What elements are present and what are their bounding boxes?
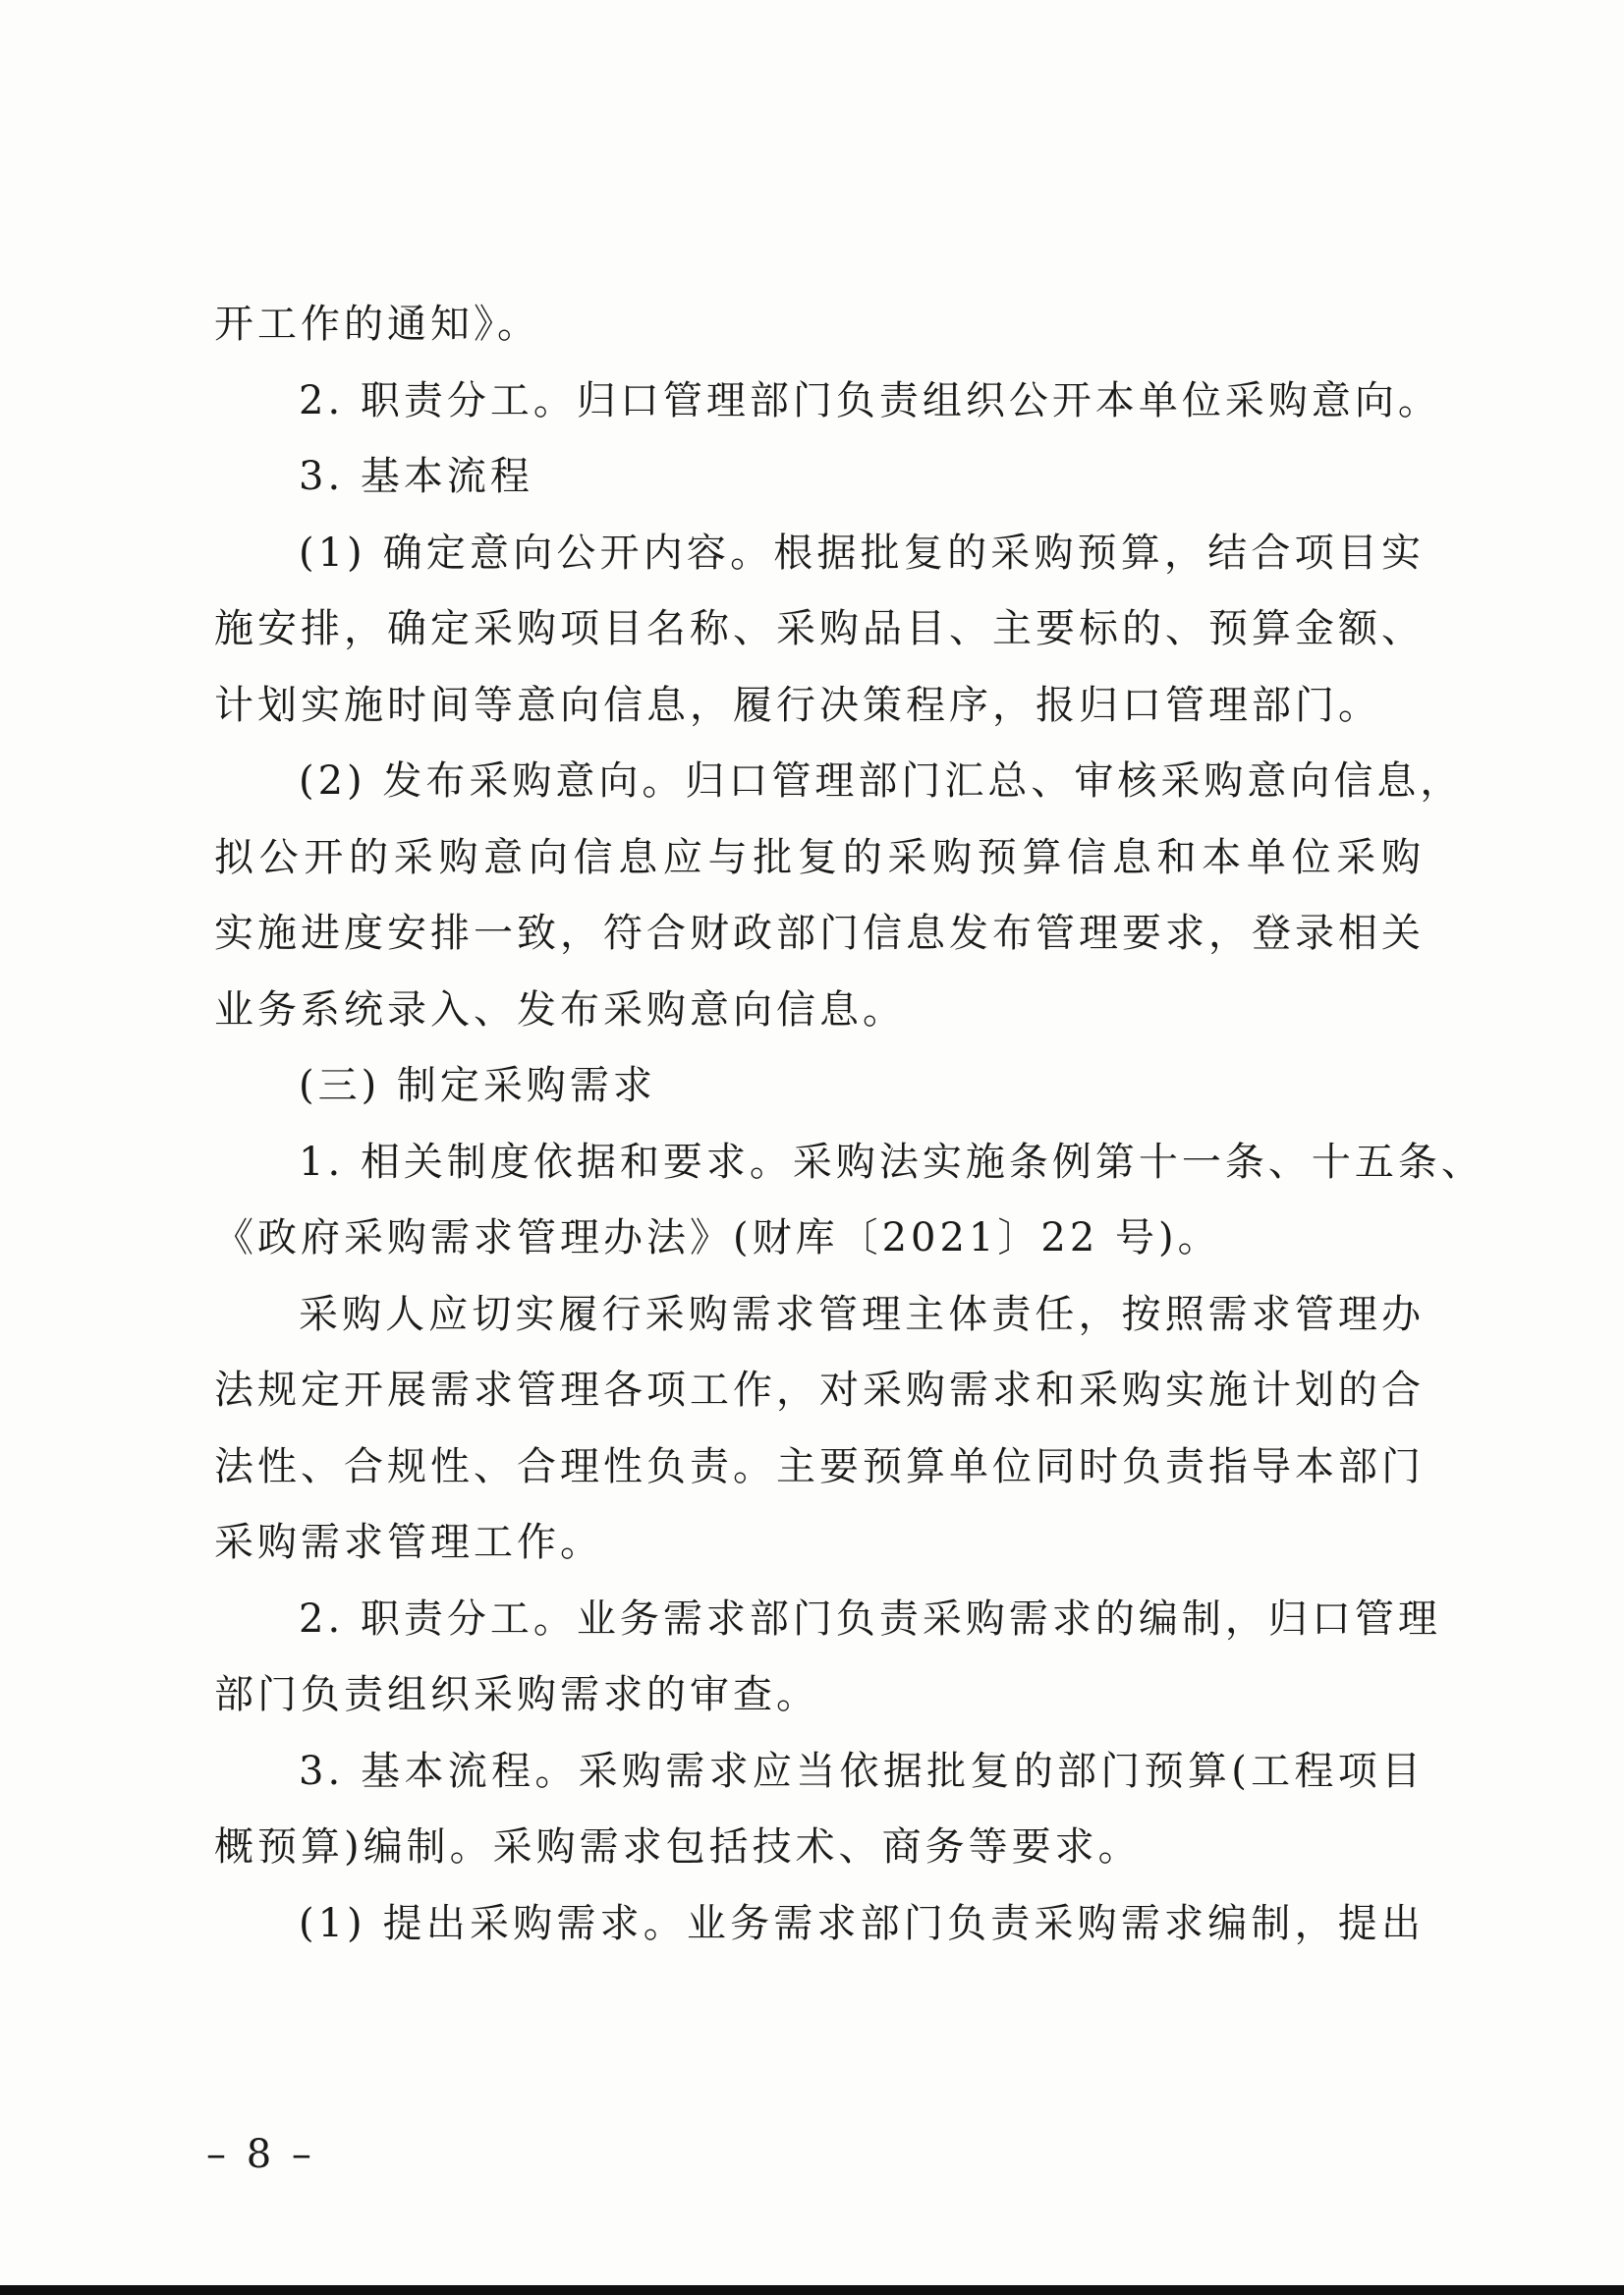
text-line: 采购需求管理工作。	[214, 1520, 603, 1565]
text-line: 3. 基本流程。采购需求应当依据批复的部门预算(工程项目	[299, 1748, 1425, 1794]
text-line: 拟公开的采购意向信息应与批复的采购预算信息和本单位采购	[214, 834, 1425, 880]
text-line: 法性、合规性、合理性负责。主要预算单位同时负责指导本部门	[214, 1443, 1425, 1489]
text-line: 计划实施时间等意向信息，履行决策程序，报归口管理部门。	[214, 682, 1381, 728]
page-number: – 8 –	[206, 2132, 315, 2177]
text-line: 《政府采购需求管理办法》(财库〔2021〕22 号)。	[214, 1215, 1221, 1260]
text-line: 开工作的通知》。	[214, 302, 540, 347]
text-line: (2) 发布采购意向。归口管理部门汇总、审核采购意向信息，	[299, 758, 1464, 804]
text-line: 概预算)编制。采购需求包括技术、商务等要求。	[214, 1824, 1142, 1870]
text-line: 2. 职责分工。业务需求部门负责采购需求的编制，归口管理	[299, 1595, 1441, 1642]
text-line: 施安排，确定采购项目名称、采购品目、主要标的、预算金额、	[214, 606, 1425, 651]
bottom-edge-rule	[0, 2285, 1624, 2295]
text-line: 法规定开展需求管理各项工作，对采购需求和采购实施计划的合	[214, 1368, 1425, 1413]
text-line: 2. 职责分工。归口管理部门负责组织公开本单位采购意向。	[299, 377, 1441, 423]
text-line: (1) 提出采购需求。业务需求部门负责采购需求编制，提出	[299, 1900, 1425, 1946]
text-line: 采购人应切实履行采购需求管理主体责任，按照需求管理办	[299, 1291, 1425, 1337]
body-text	[214, 287, 1484, 1962]
section-heading: 3. 基本流程	[299, 454, 533, 499]
section-heading: (三) 制定采购需求	[299, 1063, 656, 1108]
text-line: 实施进度安排一致，符合财政部门信息发布管理要求，登录相关	[214, 911, 1425, 956]
text-line: 业务系统录入、发布采购意向信息。	[214, 986, 906, 1033]
text-line: 部门负责组织采购需求的审查。	[214, 1672, 819, 1717]
text-line: 1. 相关制度依据和要求。采购法实施条例第十一条、十五条、	[299, 1139, 1484, 1185]
text-line: (1) 确定意向公开内容。根据批复的采购预算，结合项目实	[299, 530, 1425, 576]
